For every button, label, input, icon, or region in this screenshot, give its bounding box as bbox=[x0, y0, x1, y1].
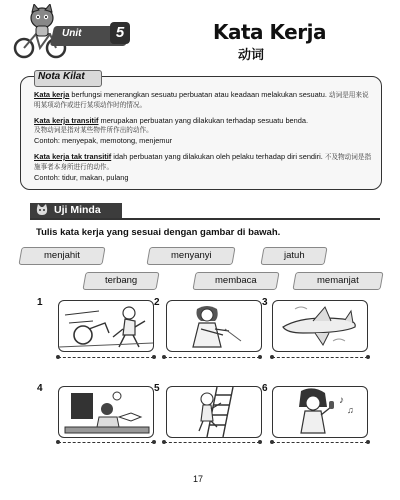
picture-4-reading bbox=[58, 386, 154, 438]
note-example-2: Contoh: menyepak, memotong, menjemur bbox=[34, 135, 173, 145]
word-box-memanjat bbox=[292, 272, 383, 290]
section-divider bbox=[30, 218, 380, 220]
note-text-2: merupakan perbuatan yang dilakukan terhadap sesuatu benda. bbox=[98, 116, 309, 125]
item-number: 2 bbox=[154, 297, 160, 308]
word-box-membaca bbox=[192, 272, 279, 290]
svg-text:♫: ♫ bbox=[347, 405, 354, 415]
word-label: menyanyi bbox=[170, 250, 212, 261]
note-zh-3: 不及物动词是指施事者本身所进行的动作。 bbox=[34, 153, 372, 172]
note-zh-2: 及物动词是指对某些物件所作出的动作。 bbox=[34, 126, 153, 135]
answer-line-3[interactable] bbox=[272, 357, 368, 358]
page-title: Kata Kerja bbox=[213, 20, 326, 44]
note-paragraph-3 bbox=[34, 152, 374, 182]
item-number: 3 bbox=[262, 297, 268, 308]
word-box-menjahit bbox=[18, 247, 105, 265]
word-box-menyanyi bbox=[146, 247, 235, 265]
picture-5-climbing bbox=[166, 386, 262, 438]
answer-line-4[interactable] bbox=[58, 442, 154, 443]
note-paragraph-1 bbox=[34, 90, 374, 111]
picture-2-sewing bbox=[166, 300, 262, 352]
note-text-3: idah perbuatan yang dilakukan oleh pelaku terhadap diri sendiri. bbox=[111, 152, 323, 161]
answer-line-2[interactable] bbox=[164, 357, 260, 358]
word-box-terbang bbox=[82, 272, 159, 290]
item-number: 6 bbox=[262, 383, 268, 394]
answer-line-1[interactable] bbox=[58, 357, 154, 358]
word-label: memanjat bbox=[317, 275, 359, 286]
instruction-text: Tulis kata kerja yang sesuai dengan gambar di bawah. bbox=[36, 227, 281, 238]
note-text-1: berfungsi menerangkan sesuatu perbuatan atau keadaan melakukan sesuatu. bbox=[69, 90, 327, 99]
item-number: 1 bbox=[37, 297, 43, 308]
unit-label: Unit bbox=[62, 28, 82, 39]
section-title: Uji Minda bbox=[54, 204, 101, 216]
word-box-jatuh bbox=[260, 247, 327, 265]
note-title: Nota Kilat bbox=[38, 71, 85, 82]
svg-text:♪: ♪ bbox=[339, 395, 344, 406]
picture-1-falling bbox=[58, 300, 154, 352]
note-example-3: Contoh: tidur, makan, pulang bbox=[34, 172, 129, 182]
item-number: 4 bbox=[37, 383, 43, 394]
item-number: 5 bbox=[154, 383, 160, 394]
word-label: terbang bbox=[104, 275, 138, 286]
page-number: 17 bbox=[193, 474, 204, 484]
page-subtitle: 动词 bbox=[238, 47, 265, 62]
note-term-tak-transitif: Kata kerja tak transitif bbox=[34, 152, 112, 161]
word-label: menjahit bbox=[44, 250, 80, 261]
unit-number: 5 bbox=[110, 22, 130, 44]
note-zh-1: 动词是用来说明某项动作或进行某项动作时的情况。 bbox=[34, 91, 369, 110]
picture-6-singing bbox=[272, 386, 368, 438]
picture-3-airplane bbox=[272, 300, 368, 352]
answer-line-6[interactable] bbox=[272, 442, 368, 443]
note-term-transitif: Kata kerja transitif bbox=[34, 116, 99, 125]
note-term-kata-kerja: Kata kerja bbox=[34, 90, 70, 99]
cat-head-icon bbox=[36, 204, 48, 216]
note-paragraph-2 bbox=[34, 116, 374, 145]
word-label: membaca bbox=[215, 275, 257, 286]
answer-line-5[interactable] bbox=[164, 442, 260, 443]
word-label: jatuh bbox=[283, 250, 305, 261]
